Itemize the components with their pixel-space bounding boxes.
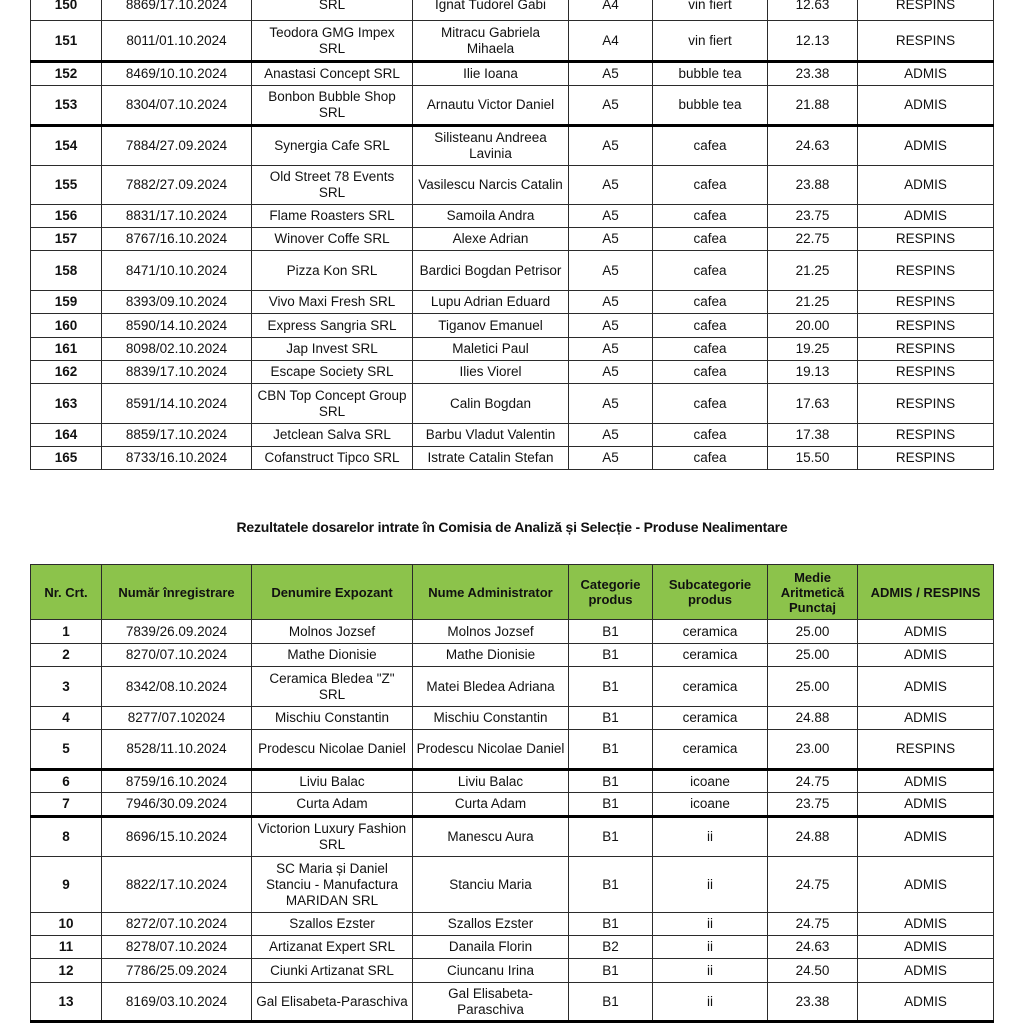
row-status: RESPINS [858,730,994,770]
table-row [31,21,994,62]
row-status: ADMIS [858,667,994,707]
row-exhibitor-name: Old Street 78 Events SRL [252,166,413,205]
row-average-score: 23.88 [768,166,858,205]
row-registration-number: 8011/01.10.2024 [102,21,252,62]
table-row [31,166,994,205]
row-administrator-name: Calin Bogdan [413,384,569,424]
row-administrator-name: Lupu Adrian Eduard [413,291,569,314]
row-average-score: 23.75 [768,793,858,817]
row-product-category: A5 [569,447,653,470]
row-status: ADMIS [858,126,994,166]
table-row [31,644,994,667]
row-product-category: B1 [569,620,653,644]
row-registration-number: 8270/07.10.2024 [102,644,252,667]
row-status: RESPINS [858,424,994,447]
row-product-subcategory: ceramica [653,667,768,707]
row-product-subcategory: cafea [653,251,768,291]
row-registration-number: 8591/14.10.2024 [102,384,252,424]
table-row [31,936,994,959]
results-table-food [30,0,994,470]
row-registration-number: 7786/25.09.2024 [102,959,252,983]
row-exhibitor-name: Bonbon Bubble Shop SRL [252,86,413,126]
row-registration-number: 8169/03.10.2024 [102,983,252,1022]
table-row [31,228,994,251]
row-status: RESPINS [858,384,994,424]
row-nr: 12 [31,959,102,983]
row-administrator-name: Liviu Balac [413,770,569,793]
row-status: RESPINS [858,447,994,470]
row-exhibitor-name: Winover Coffe SRL [252,228,413,251]
row-administrator-name: Manescu Aura [413,817,569,857]
row-exhibitor-name: Anastasi Concept SRL [252,62,413,86]
row-exhibitor-name: Molnos Jozsef [252,620,413,644]
row-average-score: 17.38 [768,424,858,447]
row-status: ADMIS [858,205,994,228]
table-row [31,291,994,314]
row-nr: 158 [31,251,102,291]
table-row [31,770,994,793]
row-administrator-name: Molnos Jozsef [413,620,569,644]
row-administrator-name: Mathe Dionisie [413,644,569,667]
row-status: RESPINS [858,338,994,361]
row-administrator-name: Ignat Tudorel Gabi [413,0,569,21]
row-nr: 7 [31,793,102,817]
row-average-score: 17.63 [768,384,858,424]
row-administrator-name: Samoila Andra [413,205,569,228]
row-registration-number: 8272/07.10.2024 [102,913,252,936]
row-product-category: A4 [569,0,653,21]
row-exhibitor-name: Prodescu Nicolae Daniel [252,730,413,770]
table-row [31,959,994,983]
row-average-score: 21.25 [768,251,858,291]
row-product-subcategory: ii [653,817,768,857]
row-nr: 154 [31,126,102,166]
row-product-subcategory: cafea [653,384,768,424]
row-administrator-name: Arnautu Victor Daniel [413,86,569,126]
table-row [31,667,994,707]
row-product-category: B1 [569,707,653,730]
row-product-category: A5 [569,314,653,338]
row-status: ADMIS [858,936,994,959]
table-row [31,817,994,857]
row-administrator-name: Matei Bledea Adriana [413,667,569,707]
header-denumire-expozant: Denumire Expozant [252,565,413,620]
row-exhibitor-name: Jap Invest SRL [252,338,413,361]
table-row [31,983,994,1022]
row-exhibitor-name: CBN Top Concept Group SRL [252,384,413,424]
row-status: RESPINS [858,291,994,314]
table-row [31,205,994,228]
table-row [31,251,994,291]
row-exhibitor-name: Ciunki Artizanat SRL [252,959,413,983]
row-product-subcategory: bubble tea [653,62,768,86]
table-row [31,361,994,384]
row-exhibitor-name: Flame Roasters SRL [252,205,413,228]
row-product-category: A5 [569,205,653,228]
row-status: RESPINS [858,0,994,21]
row-administrator-name: Ilies Viorel [413,361,569,384]
row-administrator-name: Bardici Bogdan Petrisor [413,251,569,291]
row-registration-number: 7946/30.09.2024 [102,793,252,817]
row-registration-number: 8277/07.102024 [102,707,252,730]
row-registration-number: 8471/10.10.2024 [102,251,252,291]
row-status: ADMIS [858,983,994,1022]
row-exhibitor-name: Express Sangria SRL [252,314,413,338]
row-exhibitor-name: Cofanstruct Tipco SRL [252,447,413,470]
row-product-category: B1 [569,793,653,817]
row-product-category: A5 [569,361,653,384]
row-registration-number: 8590/14.10.2024 [102,314,252,338]
row-nr: 8 [31,817,102,857]
header-subcategorie-produs: Subcategorie produs [653,565,768,620]
row-administrator-name: Alexe Adrian [413,228,569,251]
row-exhibitor-name: Teodora GMG Impex SRL [252,21,413,62]
row-average-score: 25.00 [768,667,858,707]
row-registration-number: 8859/17.10.2024 [102,424,252,447]
row-average-score: 22.75 [768,228,858,251]
row-nr: 155 [31,166,102,205]
row-status: ADMIS [858,620,994,644]
row-nr: 163 [31,384,102,424]
row-status: ADMIS [858,644,994,667]
row-product-subcategory: ceramica [653,707,768,730]
row-status: ADMIS [858,857,994,913]
row-nr: 11 [31,936,102,959]
row-exhibitor-name: Mischiu Constantin [252,707,413,730]
row-product-category: A5 [569,126,653,166]
row-product-subcategory: cafea [653,166,768,205]
row-exhibitor-name: Pizza Kon SRL [252,251,413,291]
row-exhibitor-name: Szallos Ezster [252,913,413,936]
table-header-row [31,565,994,620]
row-product-category: A5 [569,62,653,86]
row-administrator-name: Ilie Ioana [413,62,569,86]
row-nr: 13 [31,983,102,1022]
row-average-score: 24.63 [768,936,858,959]
row-nr: 150 [31,0,102,21]
row-registration-number: 8759/16.10.2024 [102,770,252,793]
row-average-score: 15.50 [768,447,858,470]
row-average-score: 12.63 [768,0,858,21]
row-product-category: B1 [569,857,653,913]
row-product-category: A4 [569,21,653,62]
header-numar-inregistrare: Număr înregistrare [102,565,252,620]
row-product-category: A5 [569,251,653,291]
table-row [31,62,994,86]
row-nr: 160 [31,314,102,338]
row-average-score: 19.13 [768,361,858,384]
row-administrator-name: Szallos Ezster [413,913,569,936]
row-status: RESPINS [858,251,994,291]
row-product-subcategory: icoane [653,793,768,817]
row-product-subcategory: cafea [653,424,768,447]
row-average-score: 25.00 [768,620,858,644]
row-product-category: A5 [569,291,653,314]
header-admis-respins: ADMIS / RESPINS [858,565,994,620]
header-nr-crt: Nr. Crt. [31,565,102,620]
row-product-category: B1 [569,959,653,983]
row-registration-number: 8528/11.10.2024 [102,730,252,770]
row-status: ADMIS [858,166,994,205]
table-row [31,447,994,470]
row-nr: 162 [31,361,102,384]
row-product-category: B1 [569,730,653,770]
row-product-category: A5 [569,338,653,361]
table-row [31,338,994,361]
row-administrator-name: Istrate Catalin Stefan [413,447,569,470]
row-registration-number: 8342/08.10.2024 [102,667,252,707]
row-nr: 10 [31,913,102,936]
row-average-score: 23.00 [768,730,858,770]
row-exhibitor-name: Gal Elisabeta-Paraschiva [252,983,413,1022]
row-product-subcategory: cafea [653,314,768,338]
row-average-score: 25.00 [768,644,858,667]
row-average-score: 23.38 [768,983,858,1022]
row-product-subcategory: cafea [653,228,768,251]
row-registration-number: 7882/27.09.2024 [102,166,252,205]
row-nr: 164 [31,424,102,447]
row-average-score: 12.13 [768,21,858,62]
row-nr: 3 [31,667,102,707]
row-registration-number: 8469/10.10.2024 [102,62,252,86]
row-registration-number: 8869/17.10.2024 [102,0,252,21]
row-average-score: 24.88 [768,817,858,857]
table-row [31,620,994,644]
row-nr: 1 [31,620,102,644]
row-exhibitor-name: Curta Adam [252,793,413,817]
row-product-category: B1 [569,644,653,667]
table-row [31,384,994,424]
header-medie-punctaj: Medie Aritmetică Punctaj [768,565,858,620]
row-average-score: 24.75 [768,913,858,936]
table-row [31,707,994,730]
row-average-score: 24.63 [768,126,858,166]
table-row [31,86,994,126]
row-administrator-name: Maletici Paul [413,338,569,361]
row-product-subcategory: ii [653,913,768,936]
row-registration-number: 8278/07.10.2024 [102,936,252,959]
row-registration-number: 8822/17.10.2024 [102,857,252,913]
row-nr: 153 [31,86,102,126]
row-product-category: B1 [569,817,653,857]
row-exhibitor-name: Mathe Dionisie [252,644,413,667]
row-product-category: B2 [569,936,653,959]
row-nr: 152 [31,62,102,86]
row-product-category: B1 [569,667,653,707]
row-average-score: 20.00 [768,314,858,338]
row-nr: 6 [31,770,102,793]
table-row [31,793,994,817]
row-registration-number: 8304/07.10.2024 [102,86,252,126]
row-registration-number: 8696/15.10.2024 [102,817,252,857]
row-product-subcategory: ii [653,959,768,983]
results-table-food-body [31,0,994,470]
table-row [31,730,994,770]
row-nr: 2 [31,644,102,667]
row-product-category: A5 [569,228,653,251]
row-nr: 161 [31,338,102,361]
row-product-subcategory: vin fiert [653,0,768,21]
row-product-subcategory: cafea [653,291,768,314]
row-product-subcategory: ceramica [653,644,768,667]
row-administrator-name: Curta Adam [413,793,569,817]
table-row [31,0,994,21]
row-product-category: A5 [569,424,653,447]
section-title: Rezultatele dosarelor intrate în Comisia de Analiză și Selecție - Produse Nealimentare [236,519,788,535]
row-product-subcategory: ii [653,857,768,913]
row-product-subcategory: cafea [653,338,768,361]
row-status: RESPINS [858,21,994,62]
row-nr: 5 [31,730,102,770]
row-exhibitor-name: Jetclean Salva SRL [252,424,413,447]
results-table-nonfood-body [31,620,994,1022]
row-status: ADMIS [858,817,994,857]
row-administrator-name: Barbu Vladut Valentin [413,424,569,447]
row-administrator-name: Danaila Florin [413,936,569,959]
row-status: ADMIS [858,770,994,793]
row-exhibitor-name: Liviu Balac [252,770,413,793]
row-nr: 4 [31,707,102,730]
row-nr: 9 [31,857,102,913]
row-product-subcategory: icoane [653,770,768,793]
row-nr: 151 [31,21,102,62]
row-administrator-name: Stanciu Maria [413,857,569,913]
row-administrator-name: Tiganov Emanuel [413,314,569,338]
row-administrator-name: Vasilescu Narcis Catalin [413,166,569,205]
header-categorie-produs: Categorie produs [569,565,653,620]
row-exhibitor-name: Ceramica Bledea "Z" SRL [252,667,413,707]
row-nr: 157 [31,228,102,251]
row-status: ADMIS [858,707,994,730]
row-status: RESPINS [858,314,994,338]
row-status: ADMIS [858,913,994,936]
row-status: ADMIS [858,86,994,126]
row-status: RESPINS [858,361,994,384]
row-product-category: B1 [569,770,653,793]
row-exhibitor-name: Victorion Luxury Fashion SRL [252,817,413,857]
table-row [31,424,994,447]
row-product-category: B1 [569,983,653,1022]
row-registration-number: 8393/09.10.2024 [102,291,252,314]
row-product-category: A5 [569,86,653,126]
row-product-subcategory: cafea [653,447,768,470]
row-product-subcategory: cafea [653,205,768,228]
row-product-category: B1 [569,913,653,936]
row-registration-number: 8831/17.10.2024 [102,205,252,228]
row-registration-number: 8733/16.10.2024 [102,447,252,470]
row-registration-number: 8839/17.10.2024 [102,361,252,384]
row-administrator-name: Silisteanu Andreea Lavinia [413,126,569,166]
row-administrator-name: Ciuncanu Irina [413,959,569,983]
row-average-score: 24.88 [768,707,858,730]
row-exhibitor-name: SRL [252,0,413,21]
row-average-score: 23.38 [768,62,858,86]
row-product-subcategory: ceramica [653,620,768,644]
row-administrator-name: Gal Elisabeta-Paraschiva [413,983,569,1022]
row-registration-number: 7884/27.09.2024 [102,126,252,166]
row-product-subcategory: ceramica [653,730,768,770]
row-nr: 159 [31,291,102,314]
row-exhibitor-name: SC Maria și Daniel Stanciu - Manufactura MARIDAN SRL [252,857,413,913]
row-exhibitor-name: Synergia Cafe SRL [252,126,413,166]
row-status: ADMIS [858,959,994,983]
row-product-subcategory: ii [653,936,768,959]
row-nr: 165 [31,447,102,470]
row-product-category: A5 [569,166,653,205]
row-average-score: 19.25 [768,338,858,361]
header-nume-administrator: Nume Administrator [413,565,569,620]
row-product-subcategory: vin fiert [653,21,768,62]
row-average-score: 24.75 [768,857,858,913]
row-exhibitor-name: Vivo Maxi Fresh SRL [252,291,413,314]
row-exhibitor-name: Escape Society SRL [252,361,413,384]
row-status: ADMIS [858,62,994,86]
row-status: ADMIS [858,793,994,817]
table-row [31,126,994,166]
row-product-subcategory: cafea [653,126,768,166]
row-average-score: 24.50 [768,959,858,983]
row-product-category: A5 [569,384,653,424]
row-product-subcategory: bubble tea [653,86,768,126]
table-row [31,857,994,913]
row-average-score: 21.25 [768,291,858,314]
table-row [31,314,994,338]
row-status: RESPINS [858,228,994,251]
row-registration-number: 8098/02.10.2024 [102,338,252,361]
row-average-score: 24.75 [768,770,858,793]
row-administrator-name: Prodescu Nicolae Daniel [413,730,569,770]
table-row [31,913,994,936]
row-registration-number: 7839/26.09.2024 [102,620,252,644]
row-registration-number: 8767/16.10.2024 [102,228,252,251]
row-product-subcategory: ii [653,983,768,1022]
row-average-score: 21.88 [768,86,858,126]
results-table-nonfood [30,564,994,1023]
row-administrator-name: Mischiu Constantin [413,707,569,730]
row-average-score: 23.75 [768,205,858,228]
row-administrator-name: Mitracu Gabriela Mihaela [413,21,569,62]
row-exhibitor-name: Artizanat Expert SRL [252,936,413,959]
row-product-subcategory: cafea [653,361,768,384]
row-nr: 156 [31,205,102,228]
